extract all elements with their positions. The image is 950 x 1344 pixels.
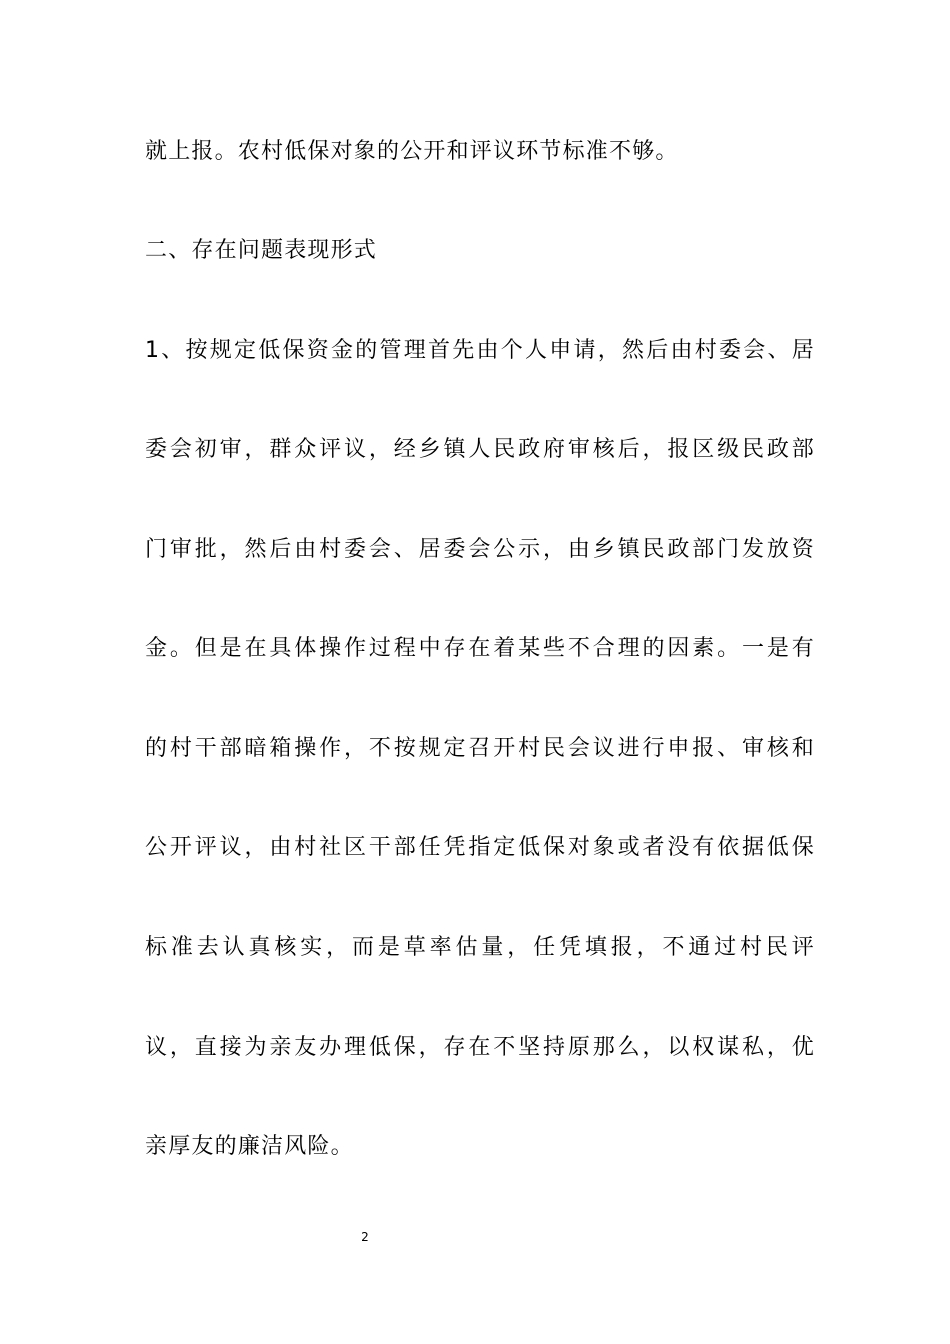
paragraph-line-6: 金。但是在具体操作过程中存在着某些不合理的因素。一是有	[145, 636, 815, 661]
paragraph-line-4: 委会初审，群众评议，经乡镇人民政府审核后，报区级民政部	[145, 437, 815, 462]
paragraph-line-9: 标准去认真核实，而是草率估量，任凭填报，不通过村民评	[145, 935, 815, 960]
paragraph-line-8: 公开评议，由村社区干部任凭指定低保对象或者没有依据低保	[145, 835, 815, 860]
paragraph-line-11: 亲厚友的廉洁风险。	[145, 1134, 354, 1159]
paragraph-line-7: 的村干部暗箱操作，不按规定召开村民会议进行申报、审核和	[145, 736, 815, 761]
paragraph-line-1: 就上报。农村低保对象的公开和评议环节标准不够。	[145, 139, 679, 164]
paragraph-line-3: 1、按规定低保资金的管理首先由个人申请，然后由村委会、居	[145, 338, 815, 363]
paragraph-line-5: 门审批，然后由村委会、居委会公示，由乡镇民政部门发放资	[145, 537, 815, 562]
page-number: 2	[361, 1230, 369, 1244]
section-heading: 二、存在问题表现形式	[145, 238, 378, 263]
paragraph-line-10: 议，直接为亲友办理低保，存在不坚持原那么，以权谋私，优	[145, 1035, 815, 1060]
